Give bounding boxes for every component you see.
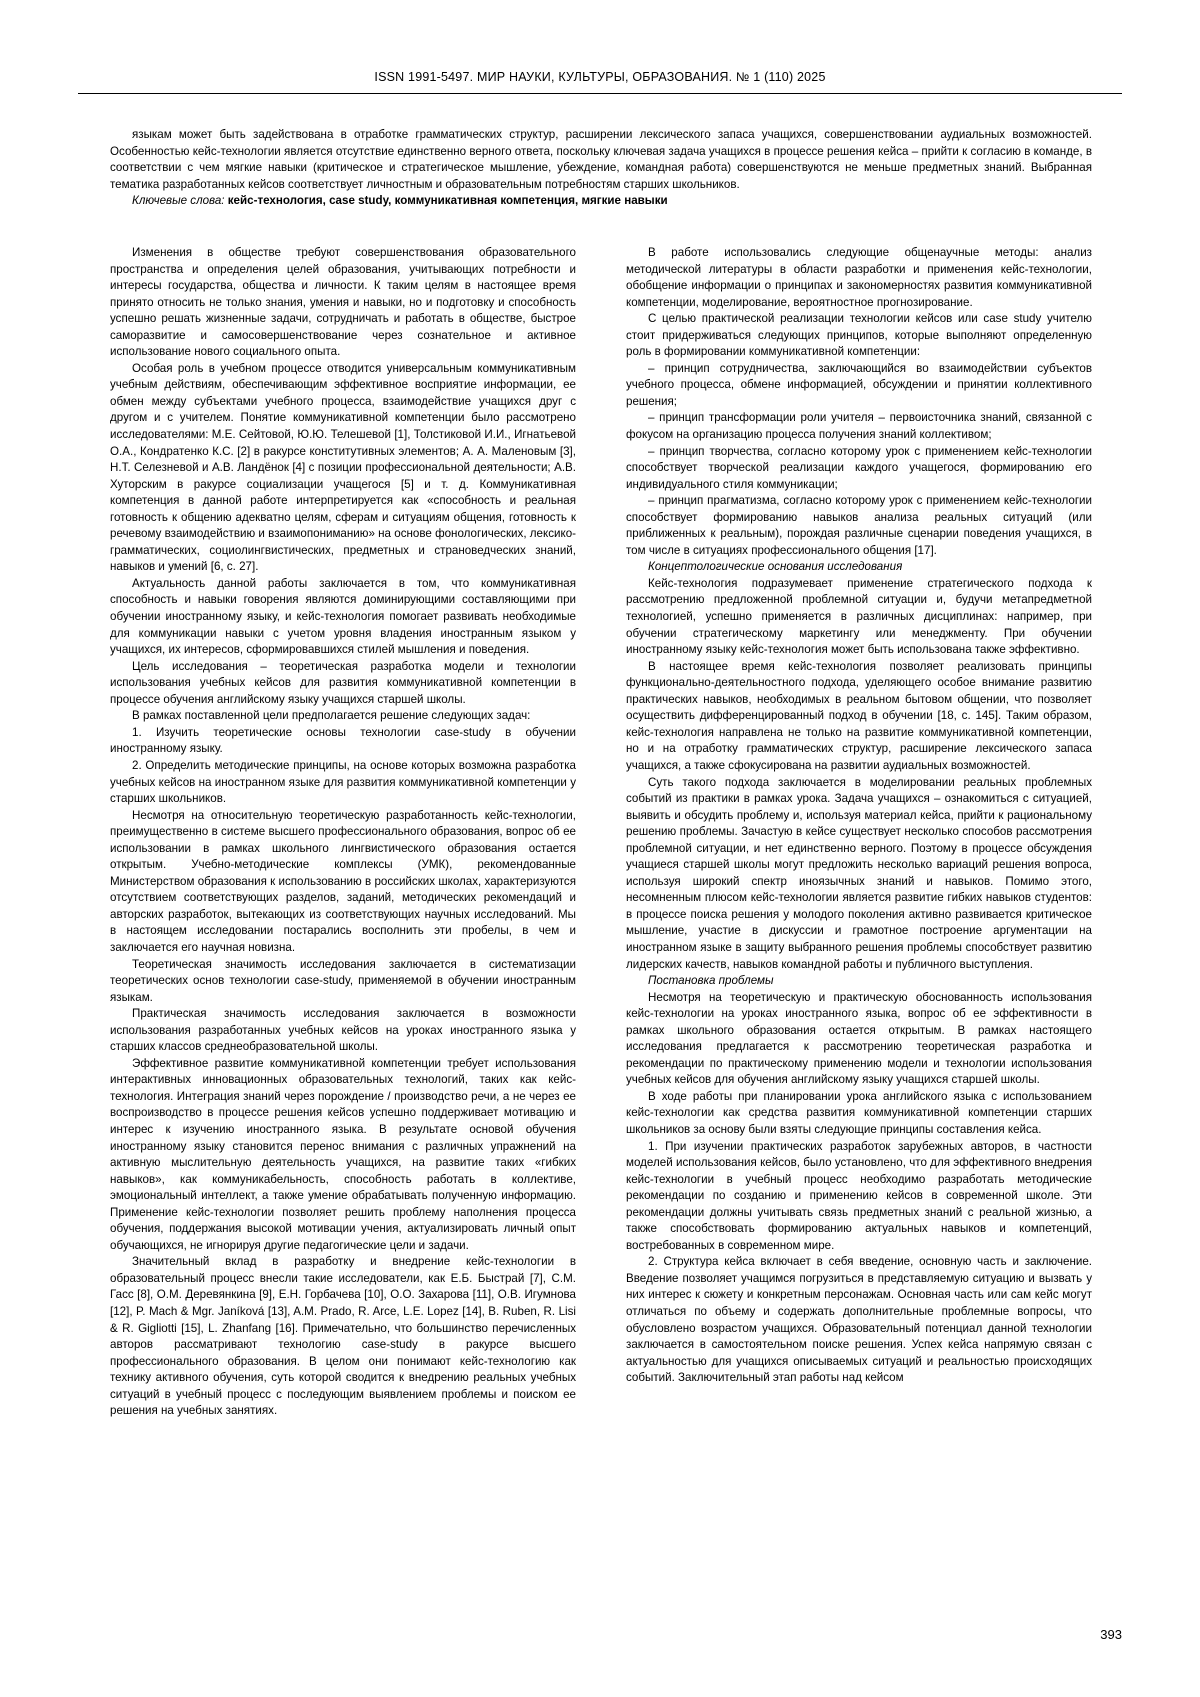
section-heading: Постановка проблемы [648,974,774,988]
paragraph: Особая роль в учебном процессе отводится универсальным коммуникативным учебным действиям, обеспечивающим эффективное восприятие информации, ее обмен между субъектами учебного процесса, взаимодействие учащихся друг с другом и с учителем. Понятие коммуникативной компетенции было рассмотрено исследователями: М.Е. Сейтовой, Ю.Ю. Телешевой [1], Толстиковой И.И., Игнатьевой О.А., Кондратенко К.С. [2] в ракурсе конститутивных элементов; А. А. Маленовым [3], Н.Т. Селезневой и А.В. Ландёнок [4] с позиции профессиональной деятельности; А.В. Хуторским в ракурсе социализации учащегося [5] и т. д. Коммуникативная компетенция в данной работе интерпретируется как «способность и реальная готовность к общению адекватно целям, сферам и ситуациям общения, готовность к речевому взаимодействию и взаимопониманию» на основе фонологических, лексико-грамматических, социолингвистических, предметных и страноведческих знаний, навыков и умений [6, с. 27]. [110,361,576,574]
left-column [110,245,576,1420]
paragraph: Эффективное развитие коммуникативной компетенции требует использования интерактивных инновационных образовательных технологий, таких как кейс-технология. Интеграция знаний через порождение / производство речи, а не через ее воспроизводство в процессе решения кейсов успешно поддерживает мотивацию и интерес к изучению иностранного языка. В результате основой обучения иностранному языку становится перенос внимания с различных упражнений на активную мыслительную деятельность учащихся, на развитие таких «гибких навыков», как коммуникабельность, способность работать в коллективе, эмоциональный интеллект, а также умение обрабатывать полученную информацию. Применение кейс-технологии позволяет решить проблему наполнения процесса обучения, поддержания высокой мотивации учения, актуализировать личный опыт обучающихся, не игнорируя другие педагогические цели и задачи. [110,1056,576,1252]
page-number: 393 [1100,1627,1122,1642]
paragraph: Цель исследования – теоретическая разработка модели и технологии использования учебных кейсов для развития коммуникативной компетенции в процессе обучения английскому языку учащихся старшей школы. [110,659,576,706]
keywords-label: Ключевые слова: [132,194,225,208]
list-item: 2. Структура кейса включает в себя введение, основную часть и заключение. Введение позволяет учащимся погрузиться в представляемую ситуацию и вызвать у них интерес к сюжету и конкретным персонажам. Основная часть или сам кейс могут отличаться по объему и содержать дополнительные проблемные вопросы, что обусловлено возрастом учащихся. Образовательный потенциал данной технологии заключается в самостоятельном поиске решения. Успех кейса напрямую связан с актуальностью для учащихся описываемых ситуаций и реальностью происходящих событий. Заключительный этап работы над кейсом [626,1255,1092,1385]
paragraph: Практическая значимость исследования заключается в возможности использования разработанных учебных кейсов на уроках иностранного языка у старших классов среднеобразовательной школы. [110,1007,576,1054]
principle-item: – принцип сотрудничества, заключающийся во взаимодействии субъектов учебного процесса, обмене информацией, обсуждении и принятии коллективного решения; [626,361,1092,408]
list-item: 2. Определить методические принципы, на основе которых возможна разработка учебных кейсов на иностранном языке для развития коммуникативной компетенции у старших школьников. [110,758,576,806]
abstract-text: языкам может быть задействована в отработке грамматических структур, расширении лексического запаса учащихся, совершенствовании аудиальных возможностей. Особенностью кейс-технологии является отсутствие единственно верного ответа, поскольку ключевая задача учащихся в процессе решения кейса – прийти к согласию в команде, в соответствии с чем мягкие навыки (критическое и стратегическое мышление, убеждение, командная работа) совершенствуются не меньше предметных знаний. Выбранная тематика разработанных кейсов соответствует личностным и образовательным потребностям старших школьников. [110,128,1092,191]
paragraph: Значительный вклад в разработку и внедрение кейс-технологии в образовательный процесс внесли такие исследователи, как Е.Б. Быстрай [7], С.М. Гасс [8], О.М. Деревянкина [9], Е.Н. Горбачева [10], О.О. Захарова [11], О.В. Игумнова [12], P. Mach & Mgr. Janíková [13], A.M. Prado, R. Arce, L.E. Lopez [14], B. Ruben, R. Lisi & R. Gigliotti [15], L. Zhanfang [16]. Примечательно, что большинство перечисленных авторов рассматривают технологию case-study в ракурсе высшего профессионального образования. В целом они понимают кейс-технологию как технику активного обучения, суть которой сводится к внедрению реальных учебных ситуаций в учебный процесс с последующим выявлением проблемы и поиском ее решения на учебных занятиях. [110,1255,576,1418]
principle-item: – принцип творчества, согласно которому урок с применением кейс-технологии способствует творческой реализации каждого учащегося, формированию его индивидуального стиля коммуникации; [626,444,1092,491]
body-columns [110,245,1092,1605]
paragraph: Несмотря на относительную теоретическую разработанность кейс-технологии, преимущественно в системе высшего профессионального образования, вопрос об ее использовании в рамках школьного лингвистического образования остается открытым. Учебно-методические комплексы (УМК), рекомендованные Министерством образования к использованию в российских школах, характеризуются отсутствием соответствующих разделов, заданий, методических рекомендаций и авторских разработок, вытекающих из соответствующих научных исследований. Мы в настоящем исследовании постарались восполнить эти пробелы, в чем и заключается его научная новизна. [110,808,576,954]
paragraph: Кейс-технология подразумевает применение стратегического подхода к рассмотрению предложенной проблемной ситуации и, будучи метапредметной технологией, успешно применяется в различных дисциплинах: например, при обучении стратегическому маркетингу или менеджменту. При обучении иностранному языку кейс-технология может быть использована также эффективно. [626,576,1092,657]
paragraph: В ходе работы при планировании урока английского языка с использованием кейс-технологии как средства развития коммуникативной компетенции старших школьников за основу были взяты следующие принципы составления кейса. [626,1089,1092,1136]
paragraph: Несмотря на теоретическую и практическую обоснованность использования кейс-технологии на уроках иностранного языка, вопрос об ее эффективности в рамках школьного образования остается открытым. В рамках настоящего исследования предлагается к рассмотрению теоретическая разработка и рекомендации по практическому применению модели и технологии использования учебных кейсов для обучения английскому языку учащихся старшей школы. [626,990,1092,1087]
paragraph: Теоретическая значимость исследования заключается в систематизации теоретических основ технологии case-study, применяемой в обучении иностранным языкам. [110,957,576,1004]
right-column [626,245,1092,1387]
paragraph: Актуальность данной работы заключается в том, что коммуникативная способность и навыки говорения являются доминирующими составляющими при обучении иностранному языку, и кейс-технология помогает развивать необходимые для коммуникации навыки с учетом уровня владения иностранным языком у учащихся, их интересов, сформировавшихся стилей мышления и поведения. [110,576,576,657]
paragraph: В настоящее время кейс-технология позволяет реализовать принципы функционально-деятельностного подхода, уделяющего особое внимание развитию практических навыков, необходимых в реальном бытовом общении, что позволяет осуществить дифференцированный подход в обучении [18, с. 145]. Таким образом, кейс-технология направлена не только на развитие коммуникативной компетенции, но и на отработку грамматических структур, расширение лексического запаса учащихся, а также сфокусирована на развитии аудиальных возможностей. [626,659,1092,772]
keywords-line [110,193,1092,210]
principle-item: – принцип прагматизма, согласно которому урок с применением кейс-технологии способствует формированию навыков анализа реальных ситуаций (или приближенных к реальным), порождая различные сценарии поведения учащихся, в том числе в ситуациях профессионального общения [17]. [626,494,1092,557]
section-heading: Концептологические основания исследования [648,560,903,574]
list-item: 1. При изучении практических разработок зарубежных авторов, в частности моделей использования кейсов, было установлено, что для эффективного внедрения кейс-технологии в учебный процесс необходимо разработать методические рекомендации по созданию и применению кейсов в современной школе. Эти рекомендации должны учитывать связь предметных знаний с реальной жизнью, а также способствовать формированию актуальных навыков и компетенций, востребованных в современном мире. [626,1139,1092,1252]
abstract-block [110,127,1092,210]
running-header: ISSN 1991-5497. МИР НАУКИ, КУЛЬТУРЫ, ОБРАЗОВАНИЯ. № 1 (110) 2025 [374,70,826,84]
principle-item: – принцип трансформации роли учителя – первоисточника знаний, связанной с фокусом на организацию процесса получения знаний коллективом; [626,411,1092,442]
keywords-value: кейс-технология, case study, коммуникативная компетенция, мягкие навыки [224,194,668,208]
paragraph: В работе использовались следующие общенаучные методы: анализ методической литературы в области разработки и применения кейс-технологии, обобщение информации о принципах и закономерностях развития коммуникативной компетенции, моделирование, вероятностное прогнозирование. [626,246,1092,309]
paragraph: В рамках поставленной цели предполагается решение следующих задач: [132,709,531,723]
header-divider [78,93,1122,94]
paragraph: Суть такого подхода заключается в моделировании реальных проблемных событий из практики в рамках урока. Задача учащихся – ознакомиться с ситуацией, выявить и обсудить проблему и, используя материал кейса, прийти к рациональному решению проблемы. Зачастую в кейсе существует несколько способов рассмотрения проблемной ситуации, и нет единственно верного. Поэтому в процессе обсуждения учащиеся старшей школы могут предложить несколько вариаций решения вопроса, используя широкий спектр иноязычных знаний и навыков. Помимо этого, несомненным плюсом кейс-технологии является развитие гибких навыков студентов: в процессе поиска решения у молодого поколения активно развивается критическое мышление, участие в дискуссии и грамотное построение аргументации на иностранном языке в защиту выбранного решения проблемы способствует развитию лидерских качеств, навыков командной работы и публичного выступления. [626,775,1092,971]
list-item: 1. Изучить теоретические основы технологии case-study в обучении иностранному языку. [110,725,576,756]
paragraph: Изменения в обществе требуют совершенствования образовательного пространства и определения целей образования, учитывающих потребности и интересы государства, общества и личности. К таким целям в настоящее время принято относить не только знания, умения и навыки, но и подготовку и способность успешно решать жизненные задачи, сотрудничать и работать в обществе, быстрое саморазвитие и самосовершенствование через сознательное и активное использование нового социального опыта. [110,246,576,359]
paragraph: С целью практической реализации технологии кейсов или case study учителю стоит придерживаться следующих принципов, которые выполняют определенную роль в формировании коммуникативной компетенции: [626,312,1092,359]
